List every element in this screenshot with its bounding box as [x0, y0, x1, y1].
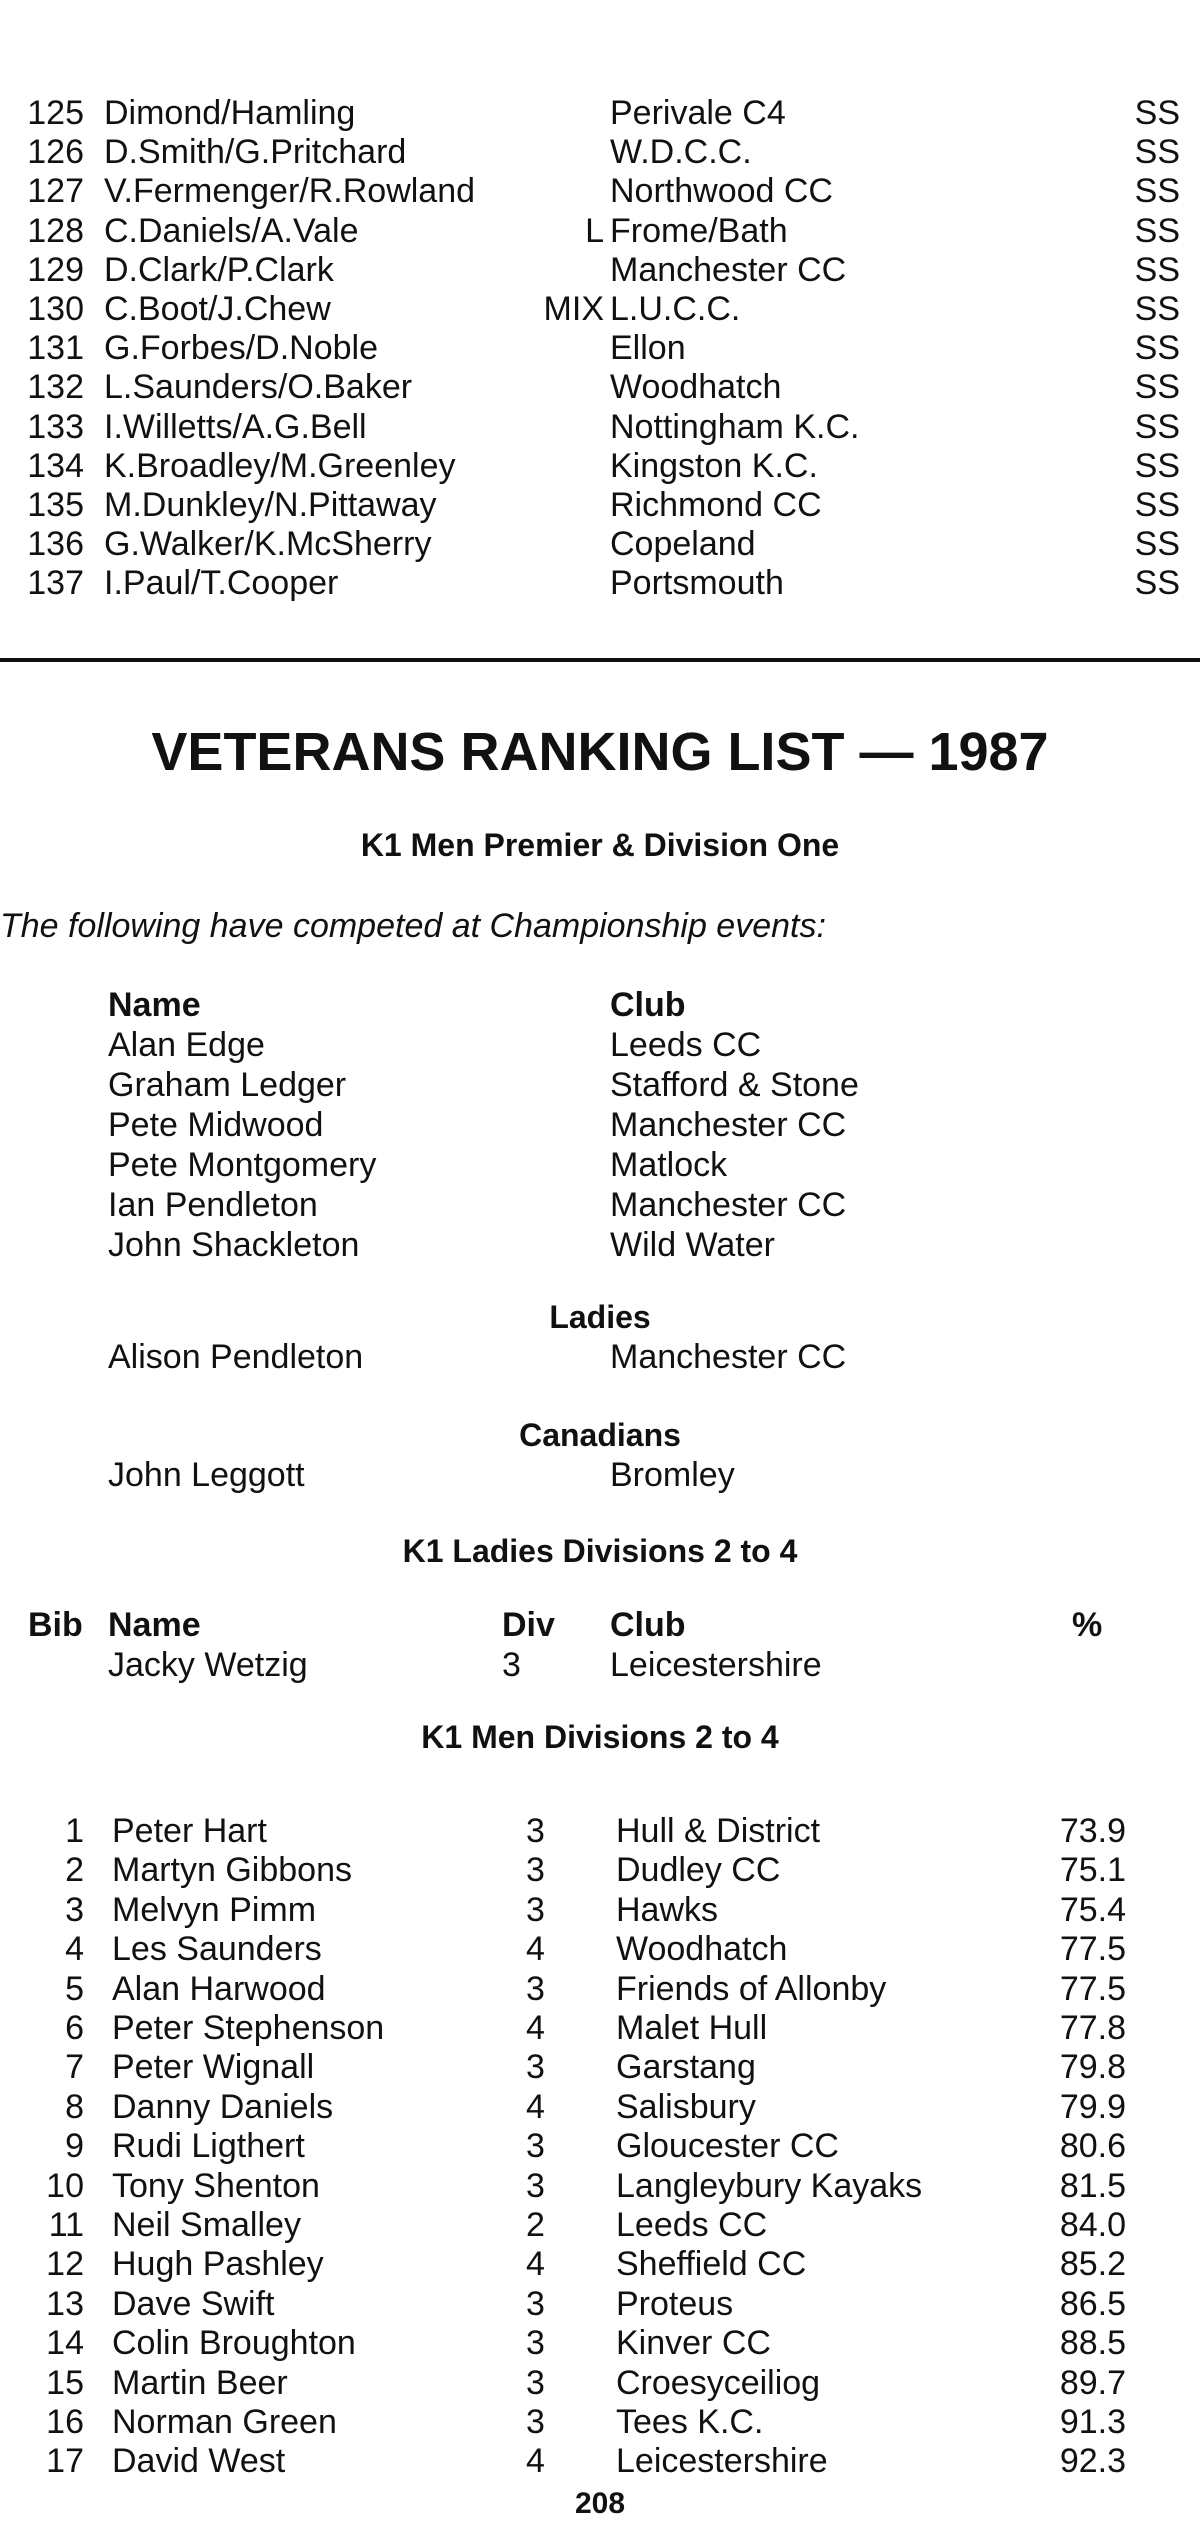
club-name: Tees K.C.	[616, 2403, 764, 2441]
paddler-name: Dave Swift	[112, 2284, 275, 2323]
premier-row	[0, 1106, 1200, 1144]
club-name: Kinver CC	[616, 2324, 771, 2363]
percentage: 77.8	[1059, 2009, 1126, 2047]
bib-number: 4	[65, 1930, 84, 1969]
club-name: Leeds CC	[616, 2206, 768, 2244]
ladies-row	[0, 1338, 1200, 1376]
club-name: Langleybury Kayaks	[616, 2166, 923, 2205]
percentage: 88.5	[1059, 2324, 1126, 2363]
percentage: 92.3	[1059, 2442, 1126, 2481]
section-heading-men-div: K1 Men Divisions 2 to 4	[421, 1719, 779, 1755]
paddler-name: Peter Hart	[112, 1812, 267, 1850]
bib-number: 15	[46, 2363, 84, 2402]
percentage: 75.4	[1059, 1890, 1126, 1929]
paddler-name: Norman Green	[112, 2403, 337, 2441]
club-name: Croesyceiliog	[616, 2363, 821, 2402]
premier-row	[0, 1186, 1200, 1224]
men-div-row	[0, 2048, 1200, 2086]
men-div-row	[0, 1970, 1200, 2008]
division: 3	[526, 2284, 545, 2323]
canadians-name: John Leggott	[108, 1456, 305, 1494]
men-div-row	[0, 2285, 1200, 2323]
paddler-name: Rudi Ligthert	[112, 2127, 305, 2166]
club-name: Garstang	[616, 2048, 756, 2087]
bib-number: 6	[65, 2009, 84, 2047]
division: 4	[526, 2009, 545, 2047]
percentage: 86.5	[1059, 2284, 1126, 2323]
men-div-row	[0, 1891, 1200, 1929]
premier-row	[0, 1066, 1200, 1104]
bib-number: 9	[65, 2127, 84, 2166]
men-div-row	[0, 2364, 1200, 2402]
men-div-row	[0, 2127, 1200, 2165]
crew-names: K.Broadley/M.Greenley	[104, 446, 456, 485]
percentage: 73.9	[1059, 1812, 1126, 1850]
section-heading-ladies-div: K1 Ladies Divisions 2 to 4	[402, 1533, 798, 1569]
percentage: 79.9	[1059, 2087, 1126, 2126]
entry-row	[0, 486, 1200, 524]
page-number: 208	[574, 2487, 626, 2520]
page-title: VETERANS RANKING LIST — 1987	[151, 722, 1049, 782]
entry-row	[0, 94, 1200, 132]
division-code: SS	[1134, 211, 1180, 250]
men-div-row	[0, 2167, 1200, 2205]
division-code: SS	[1134, 486, 1180, 524]
club-name: Woodhatch	[610, 368, 782, 407]
bib-number: 130	[27, 290, 84, 328]
bib-number: 5	[65, 1969, 84, 2008]
entry-row	[0, 133, 1200, 171]
men-div-row	[0, 2403, 1200, 2441]
bib-number: 126	[27, 133, 84, 172]
men-div-row	[0, 2324, 1200, 2362]
percentage: 84.0	[1059, 2206, 1126, 2244]
paddler-name: Alan Edge	[108, 1026, 265, 1064]
entry-row	[0, 172, 1200, 210]
section-heading-canadians: Canadians	[519, 1417, 681, 1453]
club-name: Frome/Bath	[610, 211, 788, 250]
club-name: Kingston K.C.	[610, 446, 818, 485]
premier-header-row	[0, 986, 1200, 1024]
club-name: Stafford & Stone	[610, 1066, 859, 1104]
crew-names: L.Saunders/O.Baker	[104, 368, 413, 407]
ladies-club: Manchester CC	[610, 1338, 847, 1376]
bib-number: 3	[65, 1890, 84, 1929]
men-div-row	[0, 1812, 1200, 1850]
entry-row	[0, 212, 1200, 250]
paddler-name: Colin Broughton	[112, 2324, 356, 2363]
canadians-club: Bromley	[610, 1456, 735, 1494]
club-name: Manchester CC	[610, 1186, 847, 1224]
division-code: SS	[1134, 172, 1180, 211]
bib-number: 132	[27, 368, 84, 407]
club-name: Malet Hull	[616, 2009, 768, 2047]
men-div-row	[0, 2245, 1200, 2283]
bib-number: 12	[46, 2245, 84, 2284]
bib-number: 2	[65, 1851, 84, 1890]
ladies-div-row	[0, 1646, 1200, 1684]
crew-names: I.Willetts/A.G.Bell	[104, 407, 367, 446]
entry-row	[0, 290, 1200, 328]
bib-number: 1	[65, 1812, 84, 1850]
division: 3	[526, 1969, 545, 2008]
club-name: Friends of Allonby	[616, 1969, 887, 2008]
club-name: L.U.C.C.	[610, 290, 741, 328]
bib-number: 7	[65, 2048, 84, 2087]
division: 3	[526, 1851, 545, 1890]
paddler-name: John Shackleton	[108, 1226, 360, 1264]
percentage: 89.7	[1059, 2363, 1126, 2402]
bib-number: 10	[46, 2166, 84, 2205]
percentage: 80.6	[1059, 2127, 1126, 2166]
premier-row	[0, 1026, 1200, 1064]
entry-row	[0, 564, 1200, 602]
club-name: Leicestershire	[616, 2442, 828, 2481]
division-code: SS	[1134, 329, 1180, 368]
division: 3	[526, 1812, 545, 1850]
entry-row	[0, 447, 1200, 485]
percentage: 77.5	[1059, 1969, 1126, 2008]
intro-text: The following have competed at Championship events:	[0, 907, 826, 945]
men-div-row	[0, 2009, 1200, 2047]
club-name: Hull & District	[616, 1812, 821, 1850]
crew-note: MIX	[543, 290, 604, 328]
club-name: Copeland	[610, 525, 756, 564]
division-code: SS	[1134, 94, 1180, 132]
paddler-name: Pete Midwood	[108, 1106, 324, 1144]
division: 4	[526, 1930, 545, 1969]
percentage: 91.3	[1059, 2403, 1126, 2441]
crew-names: G.Walker/K.McSherry	[104, 525, 432, 564]
division-code: SS	[1134, 407, 1180, 446]
ladies-div-header-row	[0, 1606, 1200, 1644]
premier-row	[0, 1146, 1200, 1184]
bib-number: 14	[46, 2324, 84, 2363]
division-code: SS	[1134, 133, 1180, 172]
crew-names: Dimond/Hamling	[104, 94, 356, 132]
premier-row	[0, 1226, 1200, 1264]
club-header: Club	[610, 986, 686, 1024]
section-heading-premier: K1 Men Premier & Division One	[360, 827, 840, 863]
club-name: Matlock	[610, 1146, 728, 1184]
entry-row	[0, 525, 1200, 563]
canadians-row	[0, 1456, 1200, 1494]
division: 2	[526, 2206, 545, 2244]
men-div-row	[0, 1851, 1200, 1889]
paddler-name: Neil Smalley	[112, 2206, 301, 2244]
division: 3	[526, 1890, 545, 1929]
division: 3	[526, 2166, 545, 2205]
men-div-row	[0, 2206, 1200, 2244]
paddler-name: Hugh Pashley	[112, 2245, 324, 2284]
division: 4	[526, 2245, 545, 2284]
bib-number: 133	[27, 407, 84, 446]
bib-number: 13	[46, 2284, 84, 2323]
division: 4	[526, 2442, 545, 2481]
entry-row	[0, 251, 1200, 289]
club-name: Salisbury	[616, 2087, 756, 2126]
bib-number: 128	[27, 211, 84, 250]
paddler-name: Peter Stephenson	[112, 2009, 385, 2047]
ladies-name: Alison Pendleton	[108, 1338, 364, 1376]
percentage: 81.5	[1059, 2166, 1126, 2205]
crew-names: D.Clark/P.Clark	[104, 250, 334, 289]
bib-number: 8	[65, 2087, 84, 2126]
percentage: 77.5	[1059, 1930, 1126, 1969]
men-div-row	[0, 2442, 1200, 2480]
division-code: SS	[1134, 250, 1180, 289]
bib-number: 135	[27, 486, 84, 524]
percentage: 75.1	[1059, 1851, 1126, 1890]
paddler-name: Danny Daniels	[112, 2087, 334, 2126]
club-name: Leicestershire	[610, 1646, 822, 1684]
club-name: Sheffield CC	[616, 2245, 807, 2284]
division: 4	[526, 2087, 545, 2126]
club-name: Proteus	[616, 2284, 734, 2323]
bib-number: 131	[27, 329, 84, 368]
name-header: Name	[108, 1606, 201, 1644]
crew-names: G.Forbes/D.Noble	[104, 329, 378, 368]
club-name: Manchester CC	[610, 250, 847, 289]
club-name: Hawks	[616, 1890, 719, 1929]
bib-number: 16	[46, 2403, 84, 2441]
bib-number: 134	[27, 446, 84, 485]
section-heading-ladies: Ladies	[549, 1299, 651, 1335]
bib-number: 129	[27, 250, 84, 289]
men-div-row	[0, 2088, 1200, 2126]
club-name: Woodhatch	[616, 1930, 788, 1969]
club-name: Gloucester CC	[616, 2127, 839, 2166]
paddler-name: Jacky Wetzig	[108, 1646, 308, 1684]
club-name: Perivale C4	[610, 94, 786, 132]
division-code: SS	[1134, 446, 1180, 485]
division: 3	[526, 2324, 545, 2363]
bib-header: Bib	[28, 1606, 83, 1644]
division-code: SS	[1134, 525, 1180, 564]
club-name: Wild Water	[610, 1226, 775, 1264]
bib-number: 125	[27, 94, 84, 132]
entry-row	[0, 368, 1200, 406]
division: 3	[526, 2403, 545, 2441]
percentage: 85.2	[1059, 2245, 1126, 2284]
crew-names: C.Daniels/A.Vale	[104, 211, 359, 250]
club-name: Richmond CC	[610, 486, 822, 524]
bib-number: 11	[48, 2206, 84, 2244]
bib-number: 17	[46, 2442, 84, 2481]
paddler-name: Peter Wignall	[112, 2048, 315, 2087]
crew-names: I.Paul/T.Cooper	[104, 564, 339, 603]
div-header: Div	[502, 1606, 555, 1644]
men-div-row	[0, 1930, 1200, 1968]
percentage: 79.8	[1059, 2048, 1126, 2087]
entry-row	[0, 408, 1200, 446]
percent-header: %	[1072, 1606, 1103, 1644]
paddler-name: Tony Shenton	[112, 2166, 320, 2205]
club-name: Nottingham K.C.	[610, 407, 860, 446]
bib-number: 137	[27, 564, 84, 603]
bib-number: 136	[27, 525, 84, 564]
name-header: Name	[108, 986, 201, 1024]
paddler-name: Melvyn Pimm	[112, 1890, 317, 1929]
bib-number: 127	[27, 172, 84, 211]
club-header: Club	[610, 1606, 686, 1644]
entry-row	[0, 329, 1200, 367]
crew-names: V.Fermenger/R.Rowland	[104, 172, 476, 211]
crew-note: L	[585, 211, 604, 250]
club-name: Manchester CC	[610, 1106, 847, 1144]
division: 3	[526, 2048, 545, 2087]
crew-names: M.Dunkley/N.Pittaway	[104, 486, 437, 524]
paddler-name: Graham Ledger	[108, 1066, 347, 1104]
division-code: SS	[1134, 564, 1180, 603]
club-name: Northwood CC	[610, 172, 833, 211]
paddler-name: Alan Harwood	[112, 1969, 326, 2008]
division: 3	[526, 2127, 545, 2166]
division-code: SS	[1134, 290, 1180, 328]
paddler-name: David West	[112, 2442, 286, 2481]
club-name: Dudley CC	[616, 1851, 781, 1890]
crew-names: C.Boot/J.Chew	[104, 290, 331, 328]
paddler-name: Pete Montgomery	[108, 1146, 377, 1184]
section-divider	[0, 658, 1200, 662]
paddler-name: Martyn Gibbons	[112, 1851, 352, 1890]
paddler-name: Ian Pendleton	[108, 1186, 318, 1224]
club-name: W.D.C.C.	[610, 133, 752, 172]
club-name: Portsmouth	[610, 564, 784, 603]
crew-names: D.Smith/G.Pritchard	[104, 133, 407, 172]
division-code: SS	[1134, 368, 1180, 407]
paddler-name: Les Saunders	[112, 1930, 322, 1969]
paddler-name: Martin Beer	[112, 2363, 288, 2402]
club-name: Leeds CC	[610, 1026, 762, 1064]
club-name: Ellon	[610, 329, 686, 368]
division: 3	[526, 2363, 545, 2402]
division: 3	[502, 1646, 521, 1684]
